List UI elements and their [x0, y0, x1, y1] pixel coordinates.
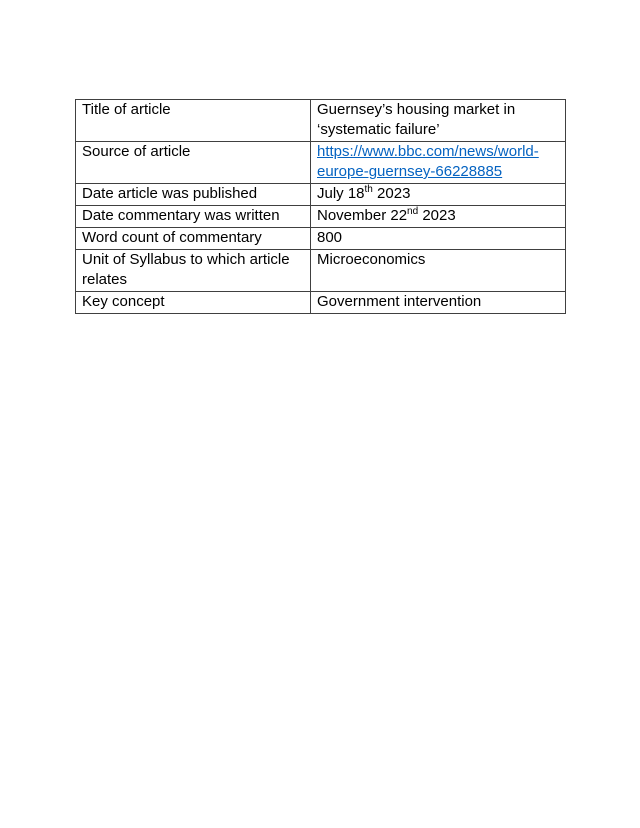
date-published-day: July 18	[317, 185, 365, 202]
table-row-date-written	[76, 206, 566, 228]
key-concept-text: Government intervention	[317, 293, 482, 310]
date-published-ordinal: th	[364, 184, 373, 195]
table-row-word-count	[76, 228, 566, 250]
field-value-source	[311, 142, 566, 184]
field-label-date-written: Date commentary was written	[76, 206, 311, 228]
table-row-source	[76, 142, 566, 184]
table-row-date-published	[76, 184, 566, 206]
field-value-word-count	[311, 228, 566, 250]
article-title-text: Guernsey’s housing market in ‘systematic failure’	[317, 101, 516, 138]
field-value-title	[311, 100, 566, 142]
source-url-link[interactable]: https://www.bbc.com/news/world-europe-guernsey-66228885	[317, 143, 539, 180]
field-label-source: Source of article	[76, 142, 311, 184]
field-label-date-published: Date article was published	[76, 184, 311, 206]
word-count-text: 800	[317, 229, 343, 246]
date-written-day: November 22	[317, 207, 408, 224]
field-value-date-published	[311, 184, 566, 206]
date-written-ordinal: nd	[407, 206, 419, 217]
date-written-year: 2023	[418, 207, 456, 224]
table-row-key-concept	[76, 292, 566, 314]
date-published-year: 2023	[372, 185, 411, 202]
field-label-key-concept: Key concept	[76, 292, 311, 314]
table-row-syllabus-unit	[76, 250, 566, 292]
field-label-syllabus-unit: Unit of Syllabus to which article relates	[76, 250, 311, 292]
field-value-date-written	[311, 206, 566, 228]
syllabus-unit-text: Microeconomics	[317, 251, 426, 268]
table-row-title	[76, 100, 566, 142]
field-value-syllabus-unit	[311, 250, 566, 292]
field-value-key-concept	[311, 292, 566, 314]
field-label-title: Title of article	[76, 100, 311, 142]
article-metadata-table	[75, 99, 566, 314]
field-label-word-count: Word count of commentary	[76, 228, 311, 250]
